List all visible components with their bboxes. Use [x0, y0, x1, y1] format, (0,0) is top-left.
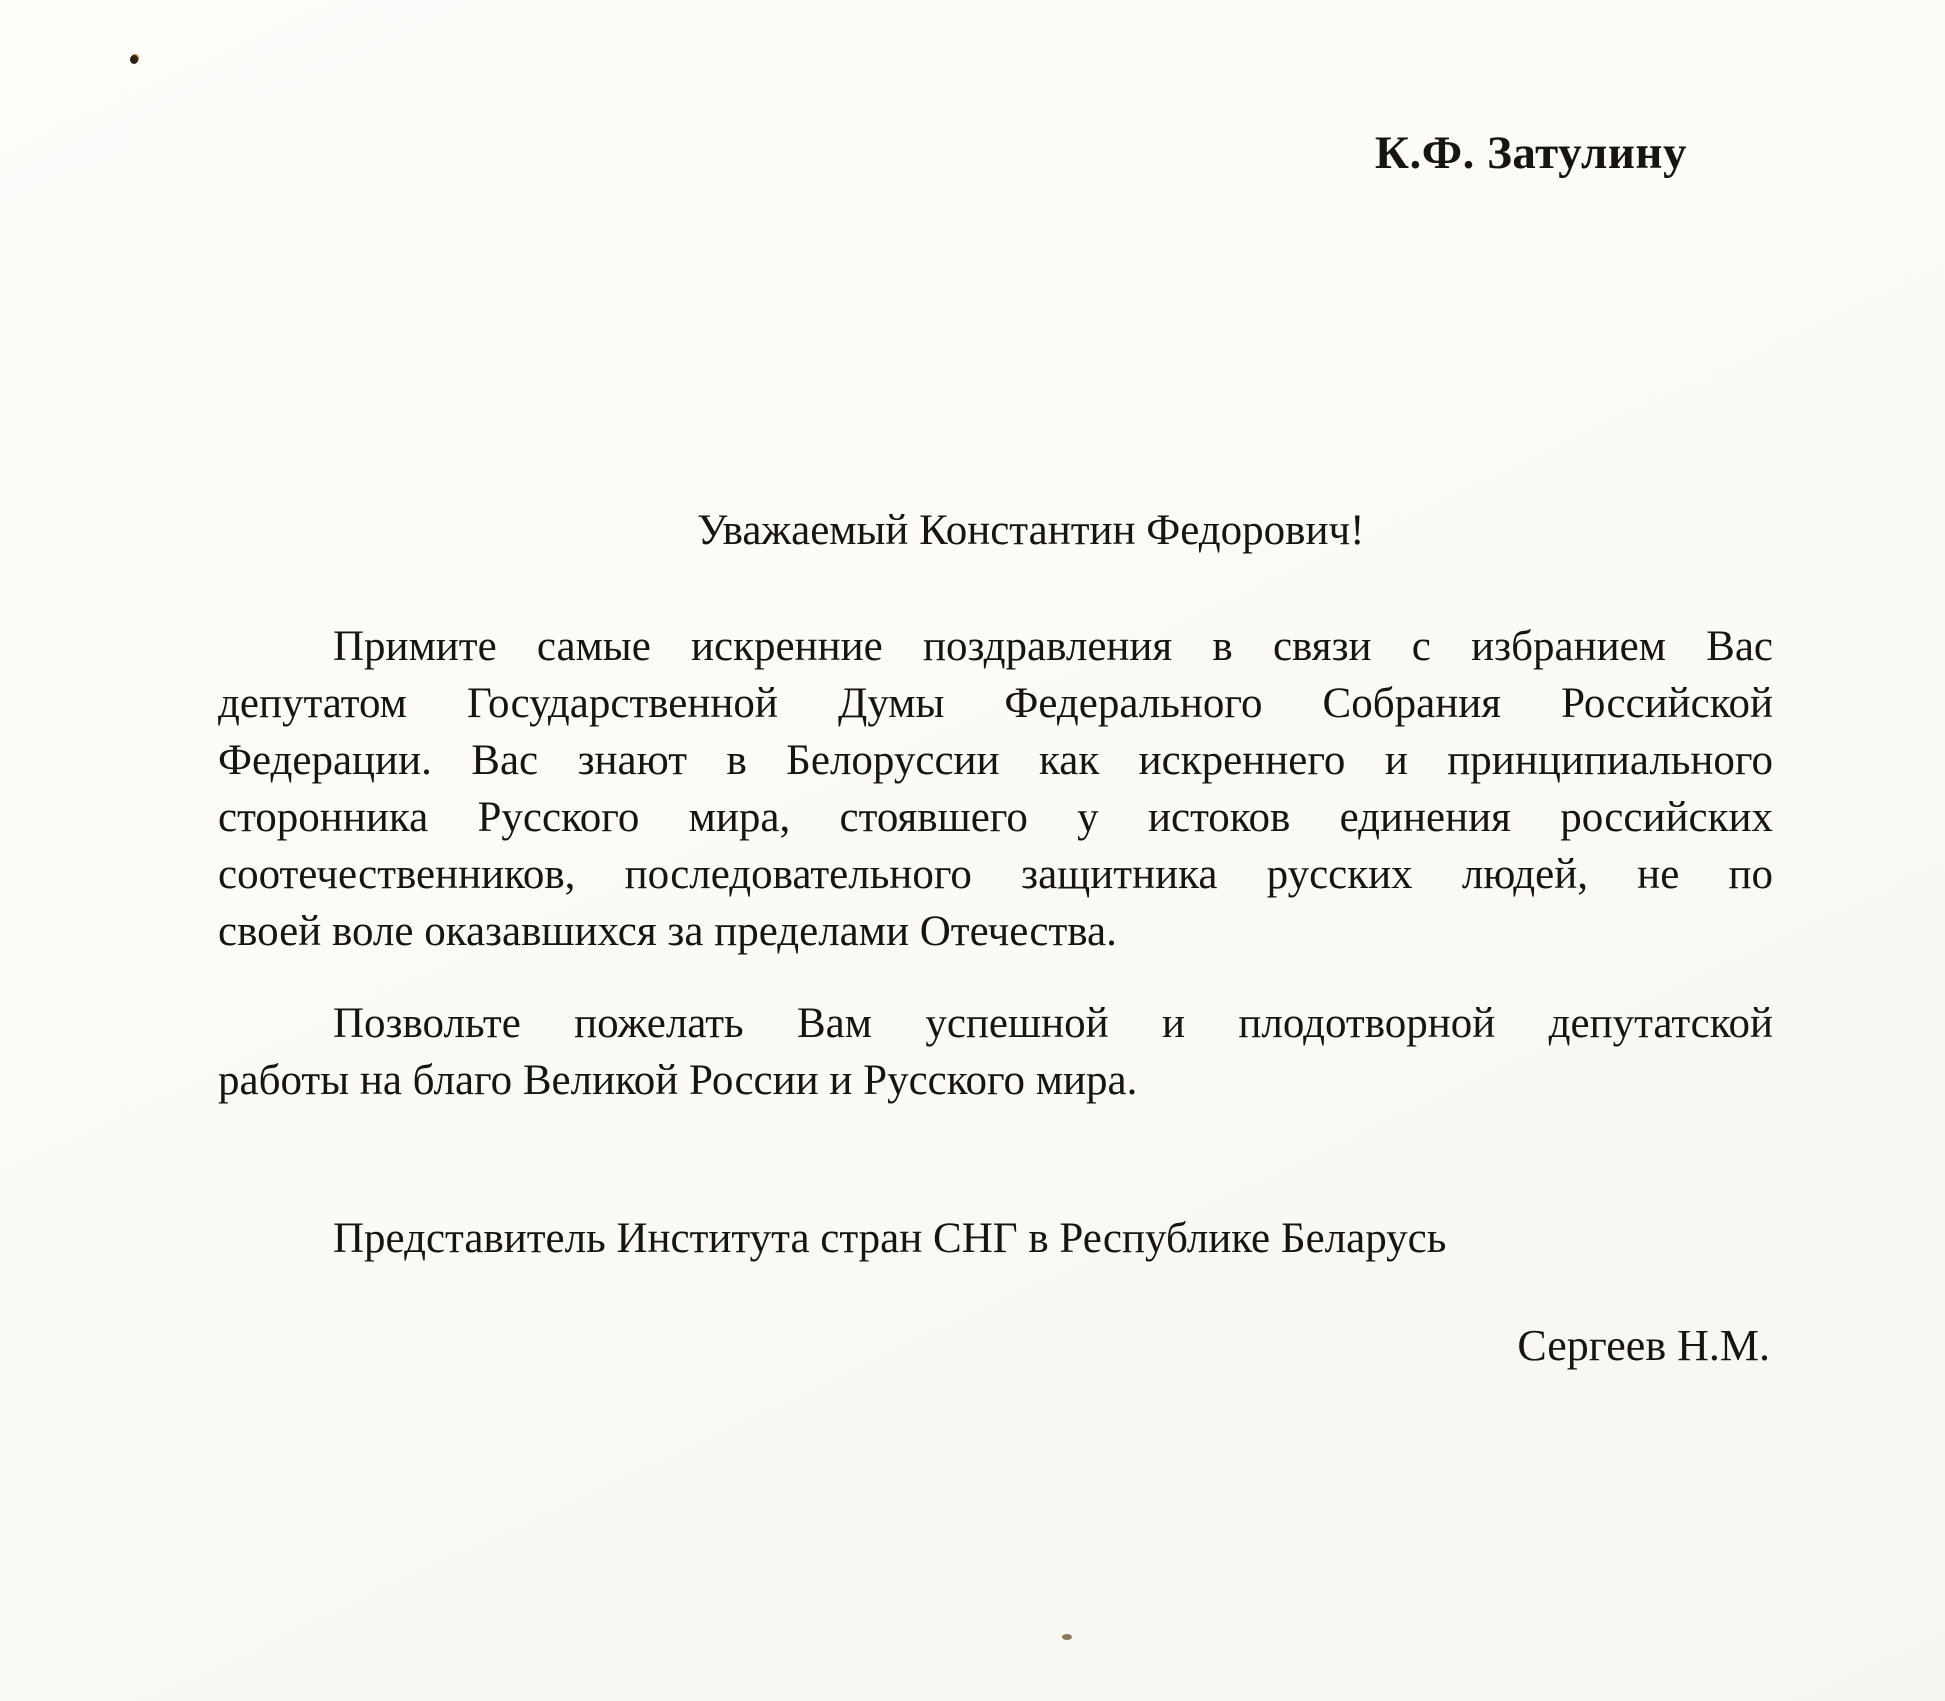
signature-name: Сергеев Н.М.	[1517, 1321, 1770, 1370]
body-line: соотечественников, последовательного защитника русских людей, не по	[218, 851, 1773, 898]
body-paragraph-2	[218, 995, 1773, 1109]
salutation-line: Уважаемый Константин Федорович!	[697, 507, 1365, 554]
scan-speck	[130, 55, 138, 64]
signature-title-line: Представитель Института стран СНГ в Республике Беларусь	[333, 1215, 1447, 1262]
scan-speck	[1062, 1634, 1072, 1640]
body-paragraph-1	[218, 618, 1773, 960]
body-line: Федерации. Вас знают в Белоруссии как искреннего и принципиального	[218, 737, 1773, 784]
addressee-line: К.Ф. Затулину	[1374, 127, 1687, 179]
body-line: сторонника Русского мира, стоявшего у истоков единения российских	[218, 794, 1773, 841]
body-line: своей воле оказавшихся за пределами Отечества.	[218, 908, 1117, 955]
body-line: работы на благо Великой России и Русского мира.	[218, 1057, 1138, 1104]
body-line: депутатом Государственной Думы Федерального Собрания Российской	[218, 680, 1773, 727]
body-line: Примите самые искренние поздравления в связи с избранием Вас	[333, 623, 1773, 670]
body-line: Позвольте пожелать Вам успешной и плодотворной депутатской	[333, 1000, 1773, 1047]
